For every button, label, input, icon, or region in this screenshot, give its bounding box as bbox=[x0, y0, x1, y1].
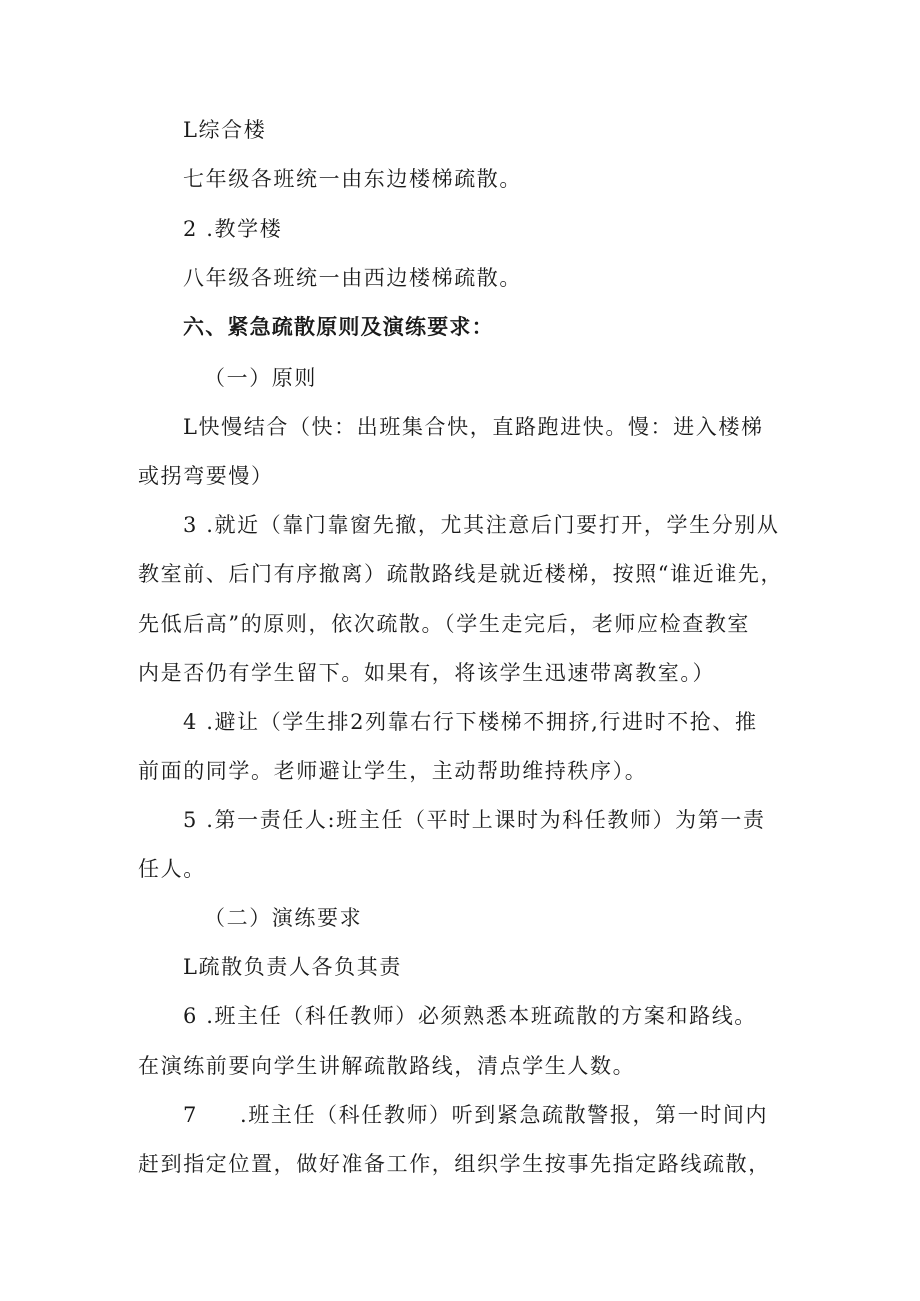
subsection-title-drill-requirements: （二）演练要求 bbox=[204, 906, 363, 930]
paragraph-line bbox=[183, 1101, 768, 1129]
paragraph-line: 教室前、后门有序撤离）疏散路线是就近楼梯，按照“谁近谁先， bbox=[138, 562, 784, 586]
section-title-complex-building: L综合楼 bbox=[183, 118, 267, 142]
paragraph-line: 赶到指定位置，做好准备工作，组织学生按事先指定路线疏散， bbox=[138, 1152, 771, 1176]
section-heading: 六、紧急疏散原则及演练要求： bbox=[183, 315, 494, 339]
paragraph-line: L疏散负责人各负其责 bbox=[183, 955, 402, 979]
list-number: 7 bbox=[183, 1103, 198, 1127]
paragraph-line: 任人。 bbox=[138, 857, 206, 881]
paragraph-line: 3 .就近（靠门靠窗先撤，尤其注意后门要打开，学生分别从 bbox=[183, 513, 780, 537]
paragraph-line: 或拐弯要慢） bbox=[138, 464, 274, 488]
section-title-teaching-building: 2 .教学楼 bbox=[183, 217, 283, 241]
paragraph-text: .班主任（科任教师）听到紧急疏散警报，第一时间内 bbox=[239, 1103, 769, 1127]
paragraph-line: 前面的同学。老师避让学生，主动帮助维持秩序）。 bbox=[138, 759, 648, 783]
paragraph-line: 6 .班主任（科任教师）必须熟悉本班疏散的方案和路线。 bbox=[183, 1004, 757, 1028]
paragraph-line: 七年级各班统一由东边楼梯疏散。 bbox=[183, 167, 522, 191]
paragraph-line: 4 .避让（学生排2列靠右行下楼梯不拥挤,行进时不抢、推 bbox=[183, 710, 758, 734]
paragraph-line: 八年级各班统一由西边楼梯疏散。 bbox=[183, 266, 522, 290]
paragraph-line: 内是否仍有学生留下。如果有，将该学生迅速带离教室。） bbox=[138, 661, 716, 685]
paragraph-line: 先低后高”的原则，依次疏散。（学生走完后，老师应检查教室 bbox=[138, 612, 751, 636]
paragraph-line: 在演练前要向学生讲解疏散路线，清点学生人数。 bbox=[138, 1054, 636, 1078]
paragraph-line: 5 .第一责任人:班主任（平时上课时为科任教师）为第一责 bbox=[183, 808, 766, 832]
paragraph-line: L快慢结合（快：出班集合快，直路跑进快。慢：进入楼梯 bbox=[183, 415, 764, 439]
subsection-title-principles: （一）原则 bbox=[204, 366, 317, 390]
